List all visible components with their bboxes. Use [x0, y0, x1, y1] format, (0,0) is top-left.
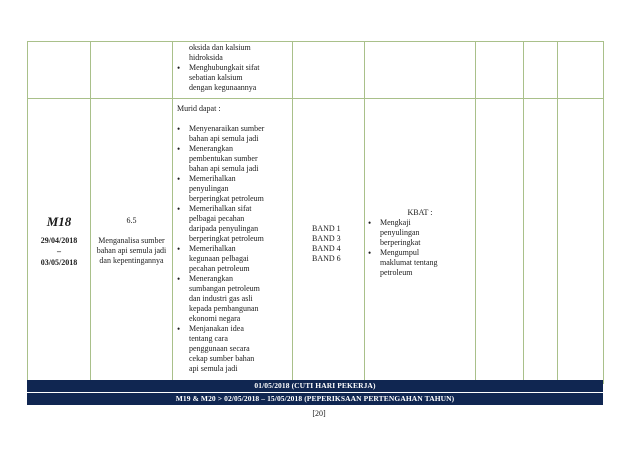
- kbat-line: maklumat tentang: [380, 258, 438, 267]
- objective-line: kegunaan pelbagai: [189, 254, 249, 263]
- objective-line: bahan api semula jadi: [189, 164, 259, 173]
- objective-line: • Menjanakan idea: [189, 324, 244, 333]
- standard-line: dan kepentingannya: [99, 256, 164, 265]
- kbat-title: KBAT :: [407, 208, 433, 217]
- column-divider: [90, 41, 91, 383]
- objective-line: berperingkat petroleum: [189, 234, 264, 243]
- date-to: 03/05/2018: [40, 258, 78, 267]
- objective-line: api semula jadi: [189, 364, 238, 373]
- objective-line: • Memerihalkan: [189, 244, 236, 253]
- exam-banner: M19 & M20 > 02/05/2018 – 15/05/2018 (PEPERIKSAAN PERTENGAHAN TAHUN): [27, 393, 603, 405]
- objective-line: ekonomi negara: [189, 314, 241, 323]
- objective-item: [176, 204, 264, 244]
- week-code: M18: [46, 214, 72, 229]
- band-label: BAND 4: [312, 244, 341, 253]
- objective-line: penggunaan secara: [189, 344, 250, 353]
- standard-code: 6.5: [126, 216, 137, 225]
- objective-line: pelbagai pecahan: [189, 214, 245, 223]
- holiday-banner: 01/05/2018 (CUTI HARI PEKERJA): [27, 380, 603, 392]
- standard-line: bahan api semula jadi: [96, 246, 167, 255]
- objective-item: [176, 174, 264, 204]
- page-number: [20]: [312, 409, 326, 418]
- objective-item: [176, 244, 264, 274]
- kbat-item: [367, 218, 438, 248]
- objective-line: • Menerangkan: [189, 144, 233, 153]
- objective-item: [176, 144, 264, 174]
- standard-line: Menganalisa sumber: [98, 236, 165, 245]
- bullet-line: dengan kegunaannya: [189, 83, 257, 92]
- objective-line: sumbangan petroleum: [189, 284, 260, 293]
- bullet-item: [176, 63, 259, 93]
- kbat-line: • Mengkaji: [380, 218, 411, 227]
- objectives-intro: Murid dapat :: [177, 104, 221, 113]
- column-divider: [292, 41, 293, 383]
- band-label: BAND 3: [312, 234, 341, 243]
- column-divider: [523, 41, 524, 383]
- lesson-plan-table: [27, 41, 604, 384]
- objective-item: [176, 324, 264, 374]
- objective-line: pembentukan sumber: [189, 154, 258, 163]
- bullet-line: sebatian kalsium: [189, 73, 243, 82]
- kbat-list: [367, 218, 438, 278]
- objective-line: • Menerangkan: [189, 274, 233, 283]
- objective-item: [176, 124, 264, 144]
- objective-line: cekap sumber bahan: [189, 354, 255, 363]
- objective-line: dan industri gas asli: [189, 294, 253, 303]
- objective-line: berperingkat petroleum: [189, 194, 264, 203]
- top-row-bullet-list: [176, 63, 259, 93]
- objective-line: daripada penyulingan: [189, 224, 259, 233]
- activity-line: hidroksida: [189, 53, 223, 62]
- kbat-item: [367, 248, 438, 278]
- objective-line: penyulingan: [189, 184, 229, 193]
- objective-item: [176, 274, 264, 324]
- row-divider: [27, 98, 603, 99]
- objective-line: pecahan petroleum: [189, 264, 250, 273]
- bullet-line: • Menghubungkait sifat: [189, 63, 260, 72]
- kbat-line: penyulingan: [380, 228, 420, 237]
- date-from: 29/04/2018: [40, 236, 78, 245]
- objective-line: tentang cara: [189, 334, 228, 343]
- kbat-line: berperingkat: [380, 238, 421, 247]
- objective-line: • Memerihalkan: [189, 174, 236, 183]
- column-divider: [172, 41, 173, 383]
- activity-line: oksida dan kalsium: [189, 43, 251, 52]
- band-label: BAND 6: [312, 254, 341, 263]
- objective-line: bahan api semula jadi: [189, 134, 259, 143]
- objectives-list: [176, 124, 264, 374]
- objective-line: • Memerihalkan sifat: [189, 204, 252, 213]
- objective-line: kepada pembangunan: [189, 304, 259, 313]
- band-label: BAND 1: [312, 224, 341, 233]
- column-divider: [557, 41, 558, 383]
- kbat-line: • Mengumpul: [380, 248, 420, 257]
- kbat-line: petroleum: [380, 268, 413, 277]
- column-divider: [475, 41, 476, 383]
- objective-line: • Menyenaraikan sumber: [189, 124, 265, 133]
- date-dash: –: [57, 247, 61, 256]
